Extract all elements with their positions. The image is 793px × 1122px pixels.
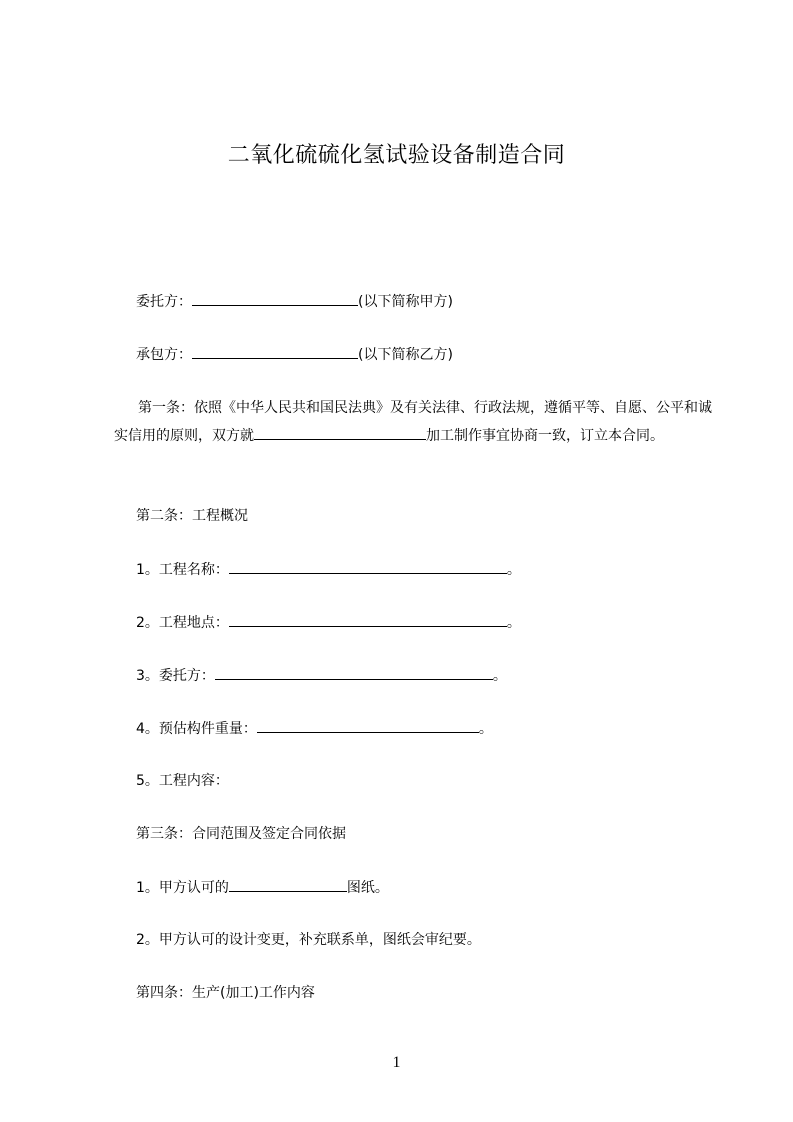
party-b-blank [192, 344, 358, 359]
article-2-heading: 第二条：工程概况 [136, 508, 248, 524]
item-end: 。 [478, 721, 493, 737]
item-blank [229, 612, 507, 627]
article-3-heading: 第三条：合同范围及签定合同依据 [136, 826, 346, 842]
party-a-line [136, 291, 453, 312]
item-blank [229, 559, 507, 574]
item-end: 。 [506, 615, 521, 631]
party-b-line [136, 344, 453, 365]
item-end: 。 [492, 668, 507, 684]
party-b-label: 承包方： [136, 347, 192, 363]
article-1-paragraph [114, 394, 714, 450]
item-end: 。 [506, 562, 521, 578]
item-label: 3。委托方： [136, 668, 215, 684]
article-2-item-1 [136, 559, 521, 580]
item-blank [229, 877, 347, 892]
article-3-item-1 [136, 877, 389, 898]
article-2-item-4 [136, 718, 493, 739]
party-a-blank [192, 291, 358, 306]
article-1-text-after: 加工制作事宜协商一致，订立本合同。 [426, 428, 664, 444]
article-2-item-5 [136, 771, 229, 791]
page-number: 1 [392, 1054, 401, 1071]
party-b-suffix: (以下简称乙方) [358, 347, 453, 363]
item-label: 2。工程地点： [136, 615, 229, 631]
item-label: 1。工程名称： [136, 562, 229, 578]
item-label: 1。甲方认可的 [136, 880, 229, 896]
item-label: 4。预估构件重量： [136, 721, 257, 737]
item-blank [257, 718, 479, 733]
article-1-text-before: 第一条：依照《中华人民共和国民法典》及有关法律、行政法规，遵循平等、自愿、公平和诚实信用的原则，双方就 [114, 400, 712, 444]
item-label: 5。工程内容： [136, 773, 229, 789]
article-4-heading: 第四条：生产(加工)工作内容 [136, 985, 315, 1001]
article-1-blank [254, 425, 426, 440]
article-3-item-2: 2。甲方认可的设计变更，补充联系单，图纸会审纪要。 [136, 932, 481, 948]
item-blank [215, 665, 493, 680]
party-a-label: 委托方： [136, 294, 192, 310]
article-2-item-3 [136, 665, 507, 686]
article-2-item-2 [136, 612, 521, 633]
party-a-suffix: (以下简称甲方) [358, 294, 453, 310]
document-title: 二氧化硫硫化氢试验设备制造合同 [227, 143, 566, 168]
item-end: 图纸。 [346, 880, 389, 896]
